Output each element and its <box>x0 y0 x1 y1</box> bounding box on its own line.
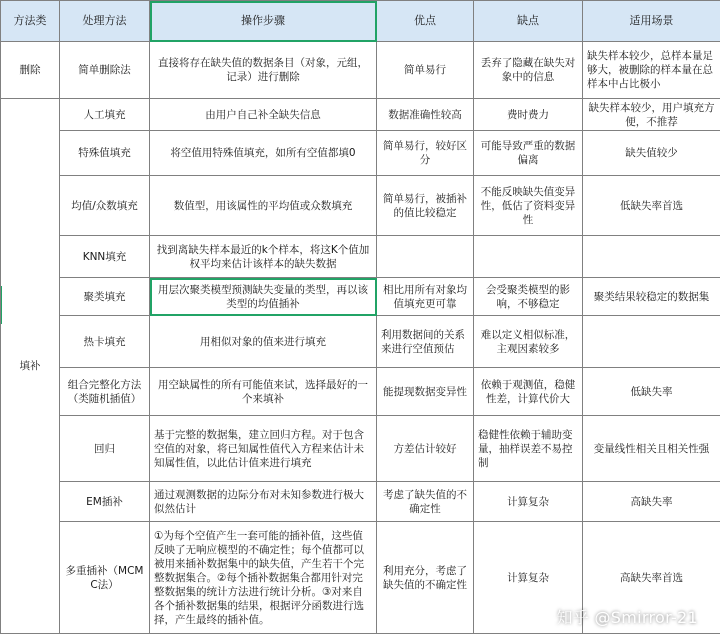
cons-cell[interactable]: 计算复杂 <box>474 522 583 634</box>
method-cell[interactable]: 回归 <box>60 416 150 482</box>
table-row <box>1 131 720 176</box>
pros-cell[interactable]: 简单易行，较好区分 <box>377 131 474 176</box>
cons-cell[interactable]: 可能导致严重的数据偏离 <box>474 131 583 176</box>
table-row <box>1 236 720 278</box>
scene-cell[interactable] <box>583 236 720 278</box>
scene-cell[interactable]: 聚类结果较稳定的数据集 <box>583 278 720 316</box>
steps-cell[interactable]: 数值型，用该属性的平均值或众数填充 <box>150 176 377 236</box>
table-row <box>1 316 720 368</box>
header-method: 处理方法 <box>60 1 150 42</box>
pros-cell[interactable]: 利用数据间的关系来进行空值预估 <box>377 316 474 368</box>
table-row <box>1 42 720 99</box>
steps-cell[interactable]: 通过观测数据的边际分布对未知参数进行极大似然估计 <box>150 482 377 522</box>
steps-cell[interactable]: 将空值用特殊值填充，如所有空值都填0 <box>150 131 377 176</box>
pros-cell[interactable] <box>377 236 474 278</box>
scene-cell[interactable]: 缺失样本较少，总样本量足够大，被删除的样本量在总样本中占比极小 <box>583 42 720 99</box>
pros-cell[interactable]: 考虑了缺失值的不确定性 <box>377 482 474 522</box>
pros-cell[interactable]: 方差估计较好 <box>377 416 474 482</box>
header-category: 方法类 <box>1 1 60 42</box>
cons-cell[interactable]: 不能反映缺失值变异性，低估了资料变异性 <box>474 176 583 236</box>
method-cell[interactable]: KNN填充 <box>60 236 150 278</box>
scene-cell[interactable]: 高缺失率首选 <box>583 522 720 634</box>
pros-cell[interactable]: 数据准确性较高 <box>377 99 474 131</box>
pros-cell[interactable]: 能提现数据变异性 <box>377 368 474 416</box>
method-cell[interactable]: 多重插补（MCMC法） <box>60 522 150 634</box>
table-row <box>1 416 720 482</box>
cons-cell[interactable]: 难以定义相似标准，主观因素较多 <box>474 316 583 368</box>
cons-cell[interactable]: 稳健性依赖于辅助变量，抽样误差不易控制 <box>474 416 583 482</box>
group-cell-impute[interactable]: 填补 <box>1 99 60 634</box>
cons-cell[interactable]: 计算复杂 <box>474 482 583 522</box>
method-cell[interactable]: 聚类填充 <box>60 278 150 316</box>
table-row <box>1 99 720 131</box>
zhihu-watermark: 知乎 @Smirror-21 <box>556 608 698 627</box>
scene-cell[interactable]: 低缺失率 <box>583 368 720 416</box>
scene-cell[interactable]: 低缺失率首选 <box>583 176 720 236</box>
method-cell[interactable]: 人工填充 <box>60 99 150 131</box>
pros-cell[interactable]: 简单易行，被插补的值比较稳定 <box>377 176 474 236</box>
steps-cell[interactable]: 基于完整的数据集，建立回归方程。对于包含空值的对象，将已知属性值代入方程来估计未知属性值，以此估计值来进行填充 <box>150 416 377 482</box>
cons-cell[interactable]: 会受聚类模型的影响，不够稳定 <box>474 278 583 316</box>
cons-cell[interactable] <box>474 236 583 278</box>
group-cell-delete[interactable]: 删除 <box>1 42 60 99</box>
scene-cell[interactable]: 缺失样本较少，用户填充方便，不推荐 <box>583 99 720 131</box>
method-cell[interactable]: 简单删除法 <box>60 42 150 99</box>
method-cell[interactable]: 均值/众数填充 <box>60 176 150 236</box>
pros-cell[interactable]: 相比用所有对象均值填充更可靠 <box>377 278 474 316</box>
header-scene: 适用场景 <box>583 1 720 42</box>
steps-cell[interactable]: 找到离缺失样本最近的k个样本，将这K个值加权平均来估计该样本的缺失数据 <box>150 236 377 278</box>
header-pros: 优点 <box>377 1 474 42</box>
steps-cell[interactable]: ①为每个空值产生一套可能的插补值，这些值反映了无响应模型的不确定性；每个值都可以被用来插补数据集中的缺失值，产生若干个完整数据集合。②每个插补数据集合都用针对完整数据集的统计方法进行统计分析。③对来自各个插补数据集的结果，根据评分函数进行选择，产生最终的插补值。 <box>150 522 377 634</box>
method-cell[interactable]: 组合完整化方法（类随机插值） <box>60 368 150 416</box>
table-row <box>1 368 720 416</box>
table-row <box>1 278 720 316</box>
method-cell[interactable]: 特殊值填充 <box>60 131 150 176</box>
method-cell[interactable]: EM插补 <box>60 482 150 522</box>
steps-cell[interactable]: 用相似对象的值来进行填充 <box>150 316 377 368</box>
scene-cell[interactable]: 高缺失率 <box>583 482 720 522</box>
table-row <box>1 482 720 522</box>
scene-cell[interactable]: 变量线性相关且相关性强 <box>583 416 720 482</box>
scene-cell[interactable]: 缺失值较少 <box>583 131 720 176</box>
steps-cell[interactable]: 用层次聚类模型预测缺失变量的类型，再以该类型的均值插补 <box>150 278 377 316</box>
scene-cell[interactable] <box>583 316 720 368</box>
pros-cell[interactable]: 简单易行 <box>377 42 474 99</box>
pros-cell[interactable]: 利用充分，考虑了缺失值的不确定性 <box>377 522 474 634</box>
header-row <box>1 1 720 42</box>
method-cell[interactable]: 热卡填充 <box>60 316 150 368</box>
steps-cell[interactable]: 用空缺属性的所有可能值来试，选择最好的一个来填补 <box>150 368 377 416</box>
cons-cell[interactable]: 依赖于观测值，稳健性差，计算代价大 <box>474 368 583 416</box>
cons-cell[interactable]: 费时费力 <box>474 99 583 131</box>
header-cons: 缺点 <box>474 1 583 42</box>
cons-cell[interactable]: 丢弃了隐藏在缺失对象中的信息 <box>474 42 583 99</box>
steps-cell[interactable]: 由用户自己补全缺失信息 <box>150 99 377 131</box>
steps-cell[interactable]: 直接将存在缺失值的数据条目（对象，元组，记录）进行删除 <box>150 42 377 99</box>
table-row <box>1 176 720 236</box>
header-steps: 操作步骤 <box>150 1 377 42</box>
